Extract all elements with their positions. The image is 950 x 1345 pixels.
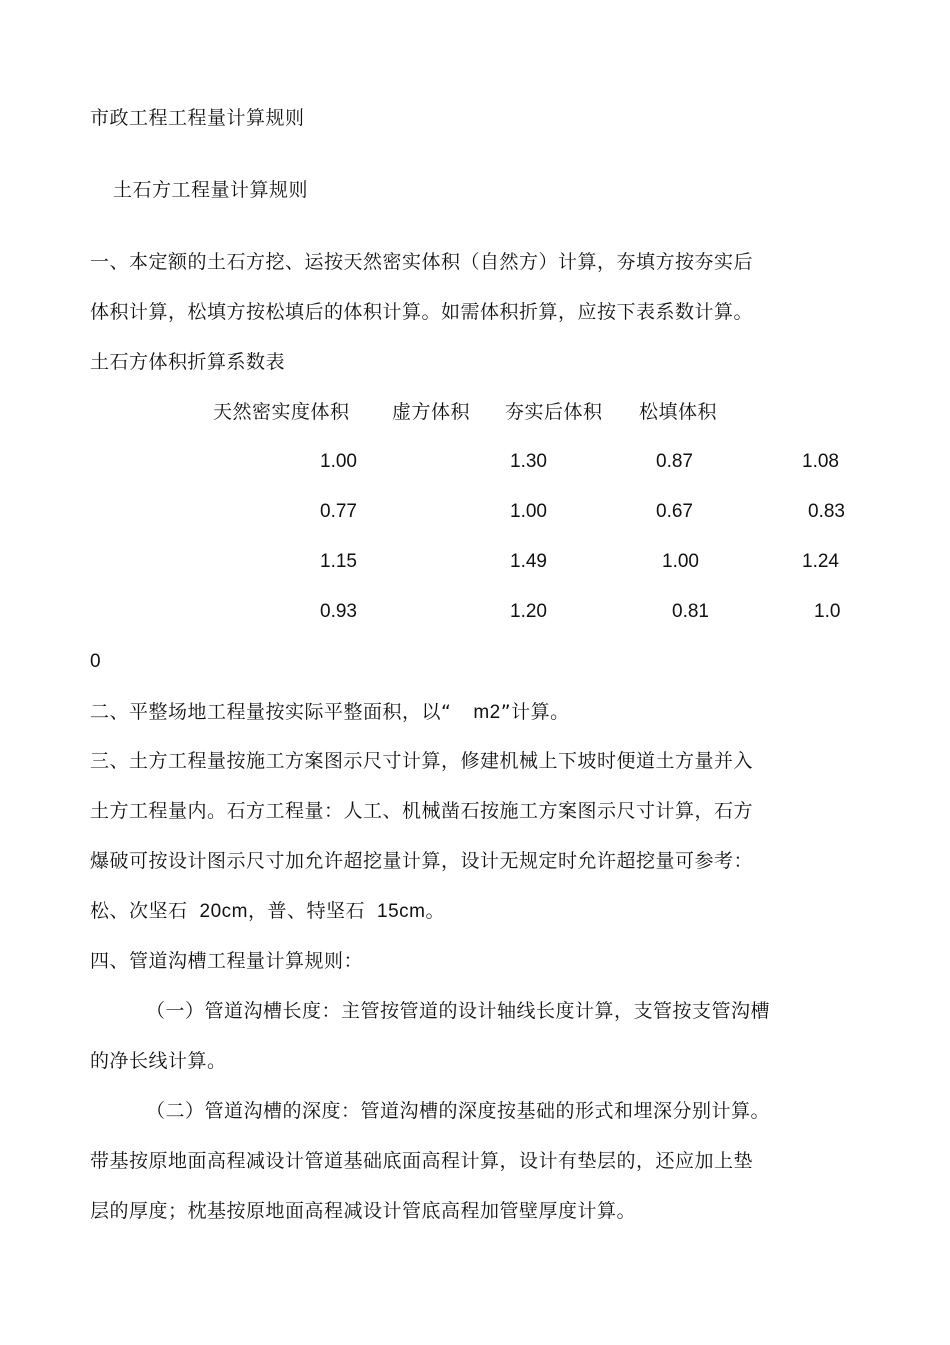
table-cell: 0.87 xyxy=(656,451,693,472)
para3-line4 xyxy=(90,899,445,924)
para3-soft-rock: 松、次坚石 xyxy=(90,900,188,922)
para3-soft-rock-value: 20cm xyxy=(199,901,248,922)
table-header-loose: 虚方体积 xyxy=(392,401,471,423)
table-cell: 0.93 xyxy=(320,601,357,622)
document-title: 市政工程工程量计算规则 xyxy=(90,107,305,129)
para2-line xyxy=(90,700,570,725)
para4-heading: 四、管道沟槽工程量计算规则： xyxy=(90,950,364,972)
para2-prefix: 二、平整场地工程量按实际平整面积，以“ xyxy=(90,701,452,723)
table-caption: 土石方体积折算系数表 xyxy=(90,351,286,373)
table-cell: 1.08 xyxy=(802,451,839,472)
para3-hard-rock: ，普、特坚石 xyxy=(247,900,365,922)
table-cell: 0.81 xyxy=(672,601,709,622)
table-wrap-tail: 0 xyxy=(90,651,101,672)
table-cell: 1.24 xyxy=(802,551,839,572)
table-cell: 1.00 xyxy=(320,451,357,472)
table-cell: 1.0 xyxy=(814,601,841,622)
para2-suffix: ”计算。 xyxy=(500,701,570,723)
table-cell: 1.00 xyxy=(510,501,547,522)
table-cell: 0.67 xyxy=(656,501,693,522)
table-cell: 1.15 xyxy=(320,551,357,572)
para1-line1: 一、本定额的土石方挖、运按天然密实体积（自然方）计算，夯填方按夯实后 xyxy=(90,251,754,273)
table-cell: 1.49 xyxy=(510,551,547,572)
section-title: 土石方工程量计算规则 xyxy=(113,179,309,201)
para3-hard-rock-value: 15cm xyxy=(377,901,426,922)
para4-item2-line2: 带基按原地面高程减设计管道基础底面高程计算，设计有垫层的，还应加上垫 xyxy=(90,1150,754,1172)
table-cell: 1.20 xyxy=(510,601,547,622)
table-cell: 0.83 xyxy=(808,501,845,522)
para4-item1-line2: 的净长线计算。 xyxy=(90,1050,227,1072)
para3-line1: 三、土方工程量按施工方案图示尺寸计算，修建机械上下坡时便道土方量并入 xyxy=(90,750,754,772)
para3-period: 。 xyxy=(425,900,445,922)
para1-line2: 体积计算，松填方按松填后的体积计算。如需体积折算，应按下表系数计算。 xyxy=(90,301,754,323)
table-cell: 1.00 xyxy=(662,551,699,572)
para3-line2: 土方工程量内。石方工程量：人工、机械凿石按施工方案图示尺寸计算，石方 xyxy=(90,800,754,822)
table-cell: 0.77 xyxy=(320,501,357,522)
para3-line3: 爆破可按设计图示尺寸加允许超挖量计算，设计无规定时允许超挖量可参考： xyxy=(90,850,754,872)
para4-item1-line1: （一）管道沟槽长度：主管按管道的设计轴线长度计算，支管按支管沟槽 xyxy=(146,1000,771,1022)
para4-item2-line3: 层的厚度；枕基按原地面高程减设计管底高程加管壁厚度计算。 xyxy=(90,1200,637,1222)
para2-unit: m2 xyxy=(473,702,501,723)
table-header-compacted: 夯实后体积 xyxy=(505,401,603,423)
table-header-natural: 天然密实度体积 xyxy=(213,401,350,423)
table-cell: 1.30 xyxy=(510,451,547,472)
table-header-loosefill: 松填体积 xyxy=(639,401,718,423)
para4-item2-line1: （二）管道沟槽的深度：管道沟槽的深度按基础的形式和埋深分别计算。 xyxy=(146,1100,771,1122)
